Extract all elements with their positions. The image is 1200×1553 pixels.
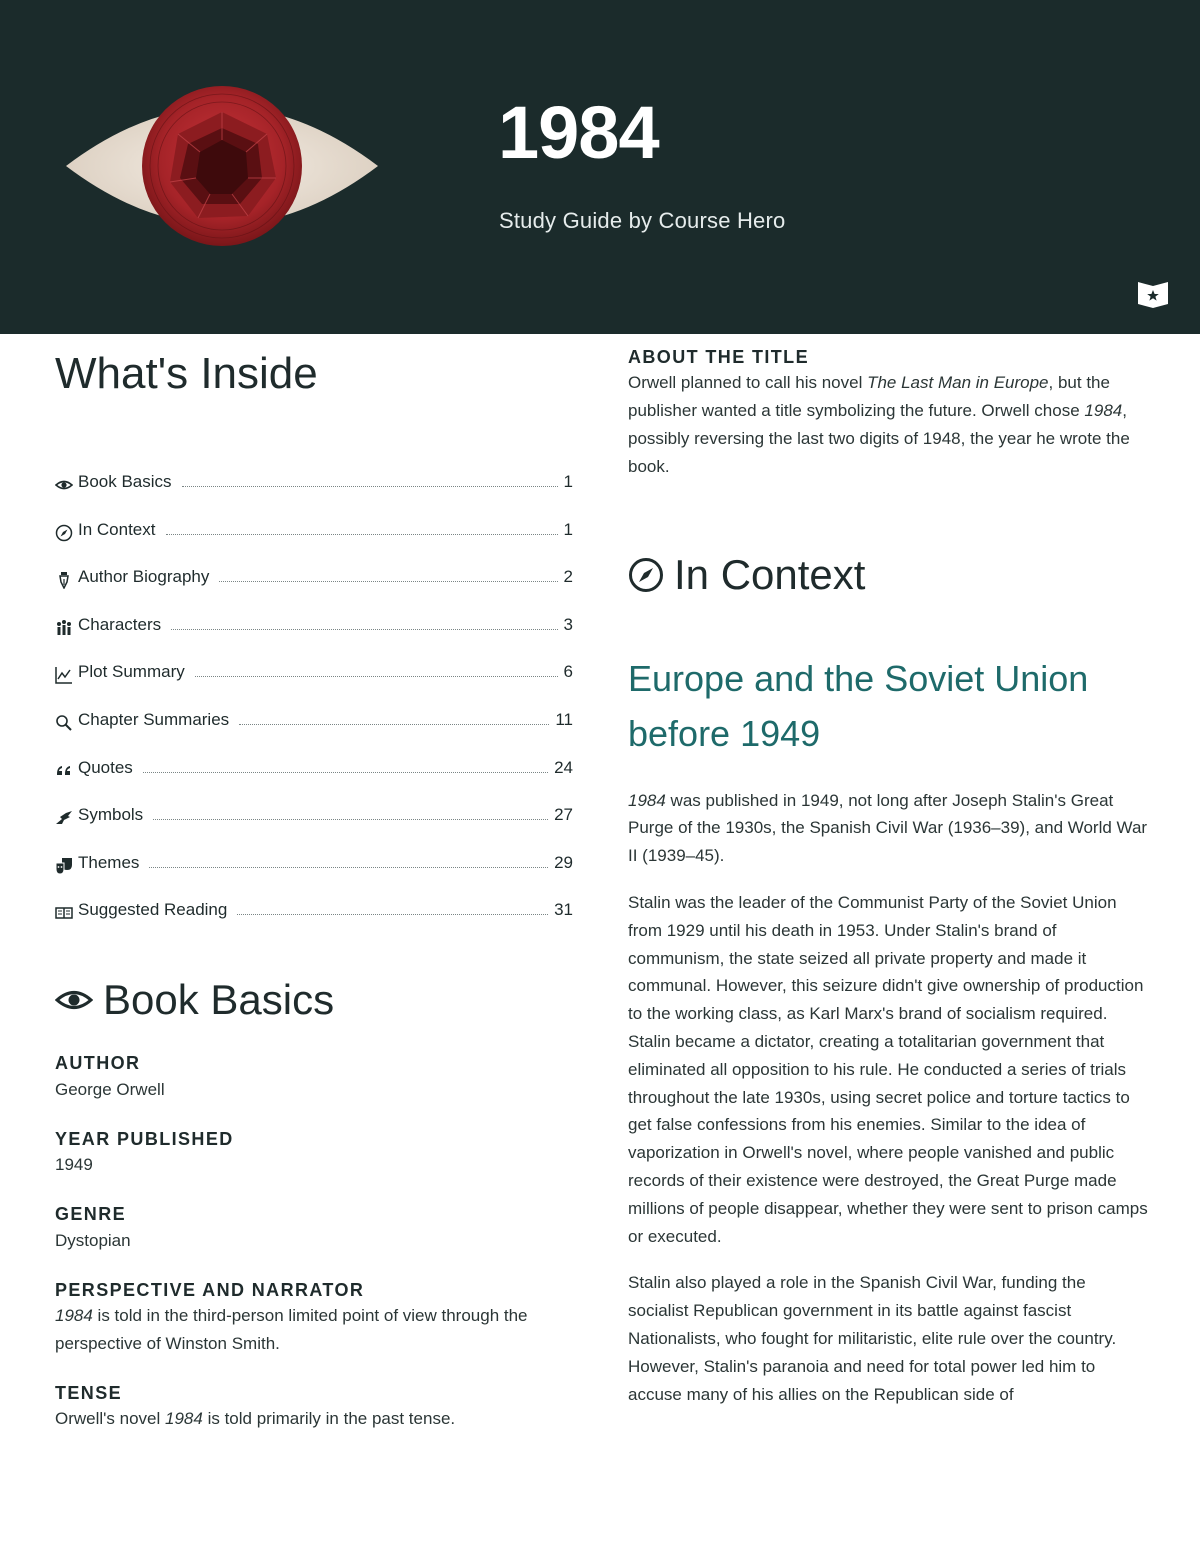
toc-page-number: 31 — [554, 900, 573, 920]
toc-leader-dots — [195, 676, 558, 677]
about-title-label: ABOUT THE TITLE — [628, 347, 809, 367]
toc-leader-dots — [171, 629, 557, 630]
toc-page-number: 1 — [563, 519, 573, 539]
toc-item-suggested-reading[interactable] — [55, 875, 573, 923]
eye-illustration-icon — [62, 78, 382, 258]
toc-leader-dots — [149, 867, 548, 868]
author-value: George Orwell — [55, 1079, 165, 1099]
toc-item-plot-summary[interactable] — [55, 637, 573, 685]
in-context-paragraph-2: Stalin was the leader of the Communist Party of the Soviet Union from 1929 until his death in 1953. Under Stalin's brand of communism, the state seized all private property and made it communal. However, this seizure didn't give ownership of production to the working class, as Karl Marx's brand of socialism required. Stalin became a dictator, creating a totalitarian government that eliminated all opposition to his rule. He conducted a series of trials throughout the late 1930s, using secret police and torture tactics to get false confessions from his enemies. Similar to the idea of vaporization in Orwell's novel, where people vanished and public records of their existence were destroyed, the Great Purge made millions of people disappear, whether they were sent to prison camps or executed. — [628, 892, 1148, 1246]
europe-soviet-subtitle: Europe and the Soviet Union before 1949 — [628, 657, 1089, 754]
about-text-3: , possibly reversing the last two digits of 1948, the year he wrote the book. — [628, 401, 1130, 476]
theater-masks-icon — [55, 857, 75, 875]
about-text-2: , but the publisher wanted a title symbolizing the future. Orwell chose — [628, 373, 1110, 421]
tense-label: TENSE — [55, 1382, 123, 1403]
genre-label: GENRE — [55, 1204, 127, 1225]
year-published-label: YEAR PUBLISHED — [55, 1128, 234, 1149]
toc-item-in-context[interactable] — [55, 494, 573, 542]
toc-page-number: 1 — [563, 471, 573, 491]
book-title: 1984 — [498, 91, 659, 174]
eye-icon — [55, 476, 75, 494]
toc-leader-dots — [166, 534, 558, 535]
chart-line-icon — [55, 666, 75, 684]
right-column — [628, 346, 1150, 1408]
tense-text-pre: Orwell's novel — [55, 1409, 166, 1429]
book-title-italic: 1984 — [628, 790, 666, 810]
bird-icon — [55, 809, 75, 827]
book-basics-heading — [55, 976, 573, 1024]
toc-item-chapter-summaries[interactable] — [55, 684, 573, 732]
toc-leader-dots — [219, 581, 557, 582]
in-context-body — [628, 787, 1150, 1409]
toc-label: In Context — [78, 519, 156, 539]
toc-item-themes[interactable] — [55, 827, 573, 875]
book-subtitle: Study Guide by Course Hero — [499, 208, 786, 233]
toc-label: Author Biography — [78, 567, 210, 587]
book-title-italic: 1984 — [1084, 401, 1123, 421]
genre-value: Dystopian — [55, 1230, 131, 1250]
course-hero-logo-icon — [1137, 278, 1169, 310]
alt-title-italic: The Last Man in Europe — [867, 373, 1049, 393]
tense-value — [55, 1405, 573, 1433]
toc-label: Characters — [78, 614, 162, 634]
book-open-icon — [55, 904, 75, 922]
book-basics-title: Book Basics — [103, 976, 335, 1024]
toc-page-number: 27 — [554, 805, 573, 825]
cover-header — [0, 0, 1200, 334]
toc-label: Book Basics — [78, 471, 172, 491]
toc-label: Chapter Summaries — [78, 709, 230, 729]
in-context-title: In Context — [674, 550, 866, 598]
people-icon — [55, 619, 75, 637]
perspective-label: PERSPECTIVE AND NARRATOR — [55, 1279, 365, 1300]
eye-icon — [55, 987, 93, 1013]
toc-page-number: 24 — [554, 757, 573, 777]
book-title-italic: 1984 — [165, 1409, 203, 1429]
toc-label: Suggested Reading — [78, 900, 228, 920]
toc-page-number: 6 — [563, 662, 573, 682]
toc-item-symbols[interactable] — [55, 780, 573, 828]
toc-page-number: 11 — [555, 709, 573, 729]
book-title-italic: 1984 — [55, 1305, 93, 1325]
about-title-text — [628, 369, 1150, 480]
table-of-contents — [55, 446, 573, 922]
tense-text: is told primarily in the past tense. — [202, 1409, 456, 1429]
toc-label: Plot Summary — [78, 662, 185, 682]
toc-page-number: 2 — [563, 567, 573, 587]
toc-label: Themes — [78, 852, 140, 872]
quote-icon — [55, 762, 75, 780]
compass-icon — [628, 557, 664, 593]
toc-item-book-basics[interactable] — [55, 446, 573, 494]
compass-icon — [55, 524, 75, 542]
year-published-value: 1949 — [55, 1155, 93, 1175]
about-text-1: Orwell planned to call his novel — [628, 373, 868, 393]
toc-item-author-biography[interactable] — [55, 542, 573, 590]
magnifier-icon — [55, 714, 75, 732]
toc-leader-dots — [182, 486, 558, 487]
toc-page-number: 3 — [563, 614, 573, 634]
toc-leader-dots — [153, 819, 548, 820]
perspective-text: is told in the third-person limited point of view through the perspective of Winston Smith. — [55, 1305, 528, 1353]
toc-item-quotes[interactable] — [55, 732, 573, 780]
pen-nib-icon — [55, 571, 75, 589]
toc-leader-dots — [143, 772, 548, 773]
toc-leader-dots — [237, 914, 548, 915]
toc-item-characters[interactable] — [55, 589, 573, 637]
perspective-value — [55, 1302, 573, 1358]
in-context-paragraph-1 — [628, 787, 1150, 870]
toc-leader-dots — [239, 724, 549, 725]
in-context-paragraph-3: Stalin also played a role in the Spanish Civil War, funding the socialist Republican government in its battle against fascist Nationalists, who fought for militaristic, elite rule over the country. However, Stalin's paranoia and need for total power led him to accuse many of his allies on the Republican side of — [628, 1273, 1117, 1404]
toc-label: Quotes — [78, 757, 133, 777]
whats-inside-title: What's Inside — [55, 349, 318, 398]
in-context-heading — [628, 551, 1150, 599]
toc-label: Symbols — [78, 805, 144, 825]
paragraph-1-text: was published in 1949, not long after Joseph Stalin's Great Purge of the 1930s, the Spanish Civil War (1936–39), and World War II (1939–45). — [628, 790, 1148, 866]
toc-page-number: 29 — [554, 852, 573, 872]
left-column — [55, 340, 573, 1433]
author-label: AUTHOR — [55, 1053, 141, 1074]
